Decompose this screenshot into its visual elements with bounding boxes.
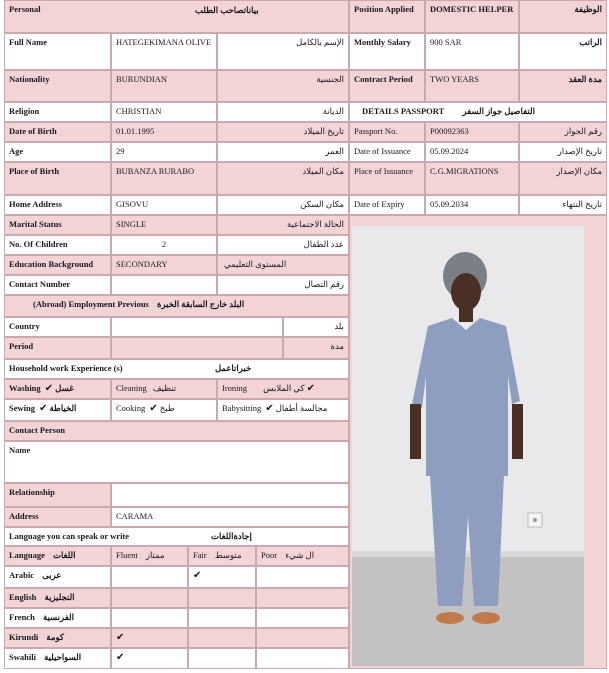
lang-col-fluent xyxy=(111,546,188,566)
lang-arabic-ar: عربى xyxy=(42,570,62,580)
contact-label: Contact Number xyxy=(9,279,71,289)
passport-no-ar-cell xyxy=(519,122,607,142)
issue-place-ar-cell xyxy=(519,162,607,195)
sewing-label: Sewing xyxy=(9,403,35,413)
check-icon: ✔ xyxy=(44,383,54,395)
lang-english-label: English xyxy=(9,592,37,602)
dob-label-cell xyxy=(4,122,111,142)
cp-address-label-cell xyxy=(4,507,111,527)
language-title-ar: إجادةاللغات xyxy=(211,531,252,541)
nationality-label-cell xyxy=(4,70,111,102)
full-name-value: HATEGEKIMANA OLIVE xyxy=(116,37,212,47)
lang-english-ar: النجليزية xyxy=(44,592,75,602)
marital-label-cell xyxy=(4,215,111,235)
check-icon: ✔ xyxy=(265,403,274,415)
position-label-cell xyxy=(349,0,425,33)
contact-label-cell xyxy=(4,275,111,295)
passport-no-label: Passport No. xyxy=(354,126,398,136)
contact-name-label: Name xyxy=(9,445,31,455)
passport-no-value: P00092363 xyxy=(430,126,469,136)
lang-kirundi-fluent xyxy=(111,628,188,648)
full-name-value-cell xyxy=(111,33,217,70)
issue-date-value-cell xyxy=(425,142,519,162)
check-icon: ✔ xyxy=(116,652,125,663)
education-ar-cell xyxy=(217,255,349,275)
issue-place-label: Place of Issuance xyxy=(354,166,414,176)
dob-ar: تاريخ الميلاد xyxy=(303,126,344,136)
contract-period-ar: مدة العقد xyxy=(568,74,602,84)
lang-arabic-label-cell xyxy=(4,566,111,588)
religion-ar-cell xyxy=(217,102,349,122)
passport-header xyxy=(349,102,607,122)
education-value-cell xyxy=(111,255,217,275)
salary-ar-cell xyxy=(519,33,607,70)
country-label-cell xyxy=(4,317,111,337)
children-value-cell xyxy=(111,235,217,255)
issue-place-value: C.G.MIGRATIONS xyxy=(430,166,499,176)
full-name-label-cell xyxy=(4,33,111,70)
lang-english-label-cell xyxy=(4,588,111,608)
lang-col-language-label: Language xyxy=(9,550,45,560)
cleaning-ar: تنظيف xyxy=(152,383,177,393)
check-icon: ✔ xyxy=(39,403,48,415)
ironing-label: Ironing xyxy=(222,383,248,393)
lang-arabic-poor xyxy=(256,566,349,588)
employment-title: (Abroad) Employment Previous xyxy=(33,299,149,309)
language-header xyxy=(4,527,349,546)
cooking-cell xyxy=(111,399,217,421)
experience-title: Household work Experience (s) xyxy=(9,363,123,373)
country-label: Country xyxy=(9,321,40,331)
pob-label: Place of Birth xyxy=(9,166,60,176)
dob-label: Date of Birth xyxy=(9,126,57,136)
lang-col-fair-ar: متوسط xyxy=(214,550,242,560)
personal-header xyxy=(4,0,349,33)
lang-col-fluent-ar: ممتاز xyxy=(145,550,165,560)
lang-swahili-label-cell xyxy=(4,648,111,669)
lang-swahili-fair xyxy=(188,648,256,669)
lang-kirundi-fair xyxy=(188,628,256,648)
relationship-label-cell xyxy=(4,483,111,507)
ironing-cell xyxy=(217,379,349,399)
address-label: Home Address xyxy=(9,199,62,209)
issue-date-label: Date of Issuance xyxy=(354,146,411,156)
experience-title-ar: خبراتاعمل xyxy=(215,363,252,373)
lang-french-fluent xyxy=(111,608,188,628)
ironing-ar: كي الملابس xyxy=(263,383,305,393)
position-value-cell xyxy=(425,0,519,33)
country-value-cell xyxy=(111,317,283,337)
salary-value: 900 SAR xyxy=(430,37,462,47)
applicant-photo xyxy=(352,226,584,666)
country-ar-cell xyxy=(283,317,349,337)
contact-ar: رقم التصال xyxy=(304,279,344,289)
passport-title-ar: التفاصيل جواز السفر xyxy=(462,106,535,116)
lang-english-fair xyxy=(188,588,256,608)
washing-label: Washing xyxy=(9,383,41,393)
check-icon: ✔ xyxy=(306,383,315,395)
religion-label-cell xyxy=(4,102,111,122)
lang-kirundi-label: Kirundi xyxy=(9,632,39,642)
cooking-ar: طبخ xyxy=(159,403,175,413)
lang-arabic-fair xyxy=(188,566,256,588)
employment-title-ar: البلد خارج السابقة الخبرة xyxy=(156,299,245,309)
washing-ar: غسل xyxy=(55,383,74,393)
contact-person-title: Contact Person xyxy=(9,425,65,435)
position-ar-cell xyxy=(519,0,607,33)
lang-swahili-fluent xyxy=(111,648,188,669)
education-label-cell xyxy=(4,255,111,275)
issue-date-ar: تاريخ الإصدار xyxy=(557,146,602,156)
period-contract-ar-cell xyxy=(519,70,607,102)
expiry-ar-cell xyxy=(519,195,607,215)
lang-col-fair-label: Fair xyxy=(193,550,207,560)
religion-value-cell xyxy=(111,102,217,122)
education-value: SECONDARY xyxy=(116,259,168,269)
position-value: DOMESTIC HELPER xyxy=(430,4,514,14)
cp-address-value: CARAMA xyxy=(116,511,154,521)
sewing-ar: الخياطة xyxy=(49,403,77,413)
language-title: Language you can speak or write xyxy=(9,531,130,541)
issue-place-value-cell xyxy=(425,162,519,195)
period-contract-label-cell xyxy=(349,70,425,102)
babysitting-label: Babysitting xyxy=(222,403,262,413)
lang-kirundi-label-cell xyxy=(4,628,111,648)
pob-label-cell xyxy=(4,162,111,195)
contact-ar-cell xyxy=(217,275,349,295)
check-icon: ✔ xyxy=(116,632,125,643)
address-ar: مكان السكن xyxy=(300,199,344,209)
position-ar: الوظيفة xyxy=(574,4,602,14)
marital-value: SINGLE xyxy=(116,219,147,229)
salary-label: Monthly Salary xyxy=(354,37,411,47)
religion-value: CHRISTIAN xyxy=(116,106,162,116)
education-label: Education Background xyxy=(9,259,94,269)
lang-french-fair xyxy=(188,608,256,628)
salary-ar: الراتب xyxy=(579,37,602,47)
passport-no-ar: رقم الجواز xyxy=(564,126,602,136)
full-name-label: Full Name xyxy=(9,37,48,47)
nationality-ar-cell xyxy=(217,70,349,102)
personal-header-label: Personal xyxy=(9,4,41,14)
expiry-value: 05.09.2034 xyxy=(430,199,469,209)
age-value: 29 xyxy=(116,146,125,156)
check-icon: ✔ xyxy=(193,570,202,581)
cp-address-label: Address xyxy=(9,511,39,521)
period-contract-value-cell xyxy=(425,70,519,102)
employment-header xyxy=(4,295,349,317)
lang-french-ar: الفرنسية xyxy=(42,612,74,622)
dob-value: 01.01.1995 xyxy=(116,126,155,136)
education-ar: المستوى التعليمي xyxy=(224,259,287,269)
country-ar: بلد xyxy=(334,321,344,331)
religion-label: Religion xyxy=(9,106,40,116)
salary-label-cell xyxy=(349,33,425,70)
marital-label: Marital Status xyxy=(9,219,62,229)
lang-col-language xyxy=(4,546,111,566)
age-ar: العمر xyxy=(325,146,344,156)
position-label: Position Applied xyxy=(354,4,414,14)
age-ar-cell xyxy=(217,142,349,162)
period-ar: مدة xyxy=(330,341,344,351)
lang-col-poor xyxy=(256,546,349,566)
full-name-ar: الإسم بالكامل xyxy=(296,37,344,47)
lang-french-label-cell xyxy=(4,608,111,628)
lang-swahili-label: Swahili xyxy=(9,652,36,662)
pob-value-cell xyxy=(111,162,217,195)
lang-arabic-fluent xyxy=(111,566,188,588)
pob-ar: مكان الميلاد xyxy=(302,166,344,176)
expiry-label-cell xyxy=(349,195,425,215)
address-value-cell xyxy=(111,195,217,215)
salary-value-cell xyxy=(425,33,519,70)
marital-value-cell xyxy=(111,215,217,235)
issue-date-label-cell xyxy=(349,142,425,162)
experience-header xyxy=(4,359,349,379)
expiry-value-cell xyxy=(425,195,519,215)
expiry-ar: تاريخ النتهاء xyxy=(562,199,602,209)
issue-place-ar: مكان الإصدار xyxy=(556,166,602,176)
children-value: 2 xyxy=(161,239,167,249)
lang-arabic-label: Arabic xyxy=(9,570,35,580)
children-ar-cell xyxy=(217,235,349,255)
lang-swahili-ar: السواحيلية xyxy=(44,652,82,662)
period-label: Period xyxy=(9,341,34,351)
marital-ar: الحالة الاجتماعية xyxy=(286,219,344,229)
lang-swahili-poor xyxy=(256,648,349,669)
address-label-cell xyxy=(4,195,111,215)
check-icon: ✔ xyxy=(149,403,158,415)
contract-period-label: Contract Period xyxy=(354,74,413,84)
dob-value-cell xyxy=(111,122,217,142)
age-label: Age xyxy=(9,146,24,156)
contact-person-header xyxy=(4,421,349,441)
expiry-label: Date of Expiry xyxy=(354,199,405,209)
full-name-ar-cell xyxy=(217,33,349,70)
lang-french-label: French xyxy=(9,612,35,622)
contact-value-cell xyxy=(111,275,217,295)
lang-col-poor-label: Poor xyxy=(261,550,278,560)
nationality-value: BURUNDIAN xyxy=(116,74,167,84)
relationship-label: Relationship xyxy=(9,487,55,497)
personal-header-ar: بياناتصاحب الطلب xyxy=(195,5,259,15)
sewing-cell xyxy=(4,399,111,421)
issue-place-label-cell xyxy=(349,162,425,195)
address-ar-cell xyxy=(217,195,349,215)
children-label: No. Of Children xyxy=(9,239,68,249)
marital-ar-cell xyxy=(217,215,349,235)
contract-period-value: TWO YEARS xyxy=(430,74,480,84)
passport-title: DETAILS PASSPORT xyxy=(362,106,445,116)
cleaning-cell xyxy=(111,379,217,399)
address-value: GISOVU xyxy=(116,199,149,209)
lang-english-poor xyxy=(256,588,349,608)
dob-ar-cell xyxy=(217,122,349,142)
lang-kirundi-poor xyxy=(256,628,349,648)
period-ar-cell xyxy=(283,337,349,359)
age-label-cell xyxy=(4,142,111,162)
issue-date-ar-cell xyxy=(519,142,607,162)
cp-address-value-cell xyxy=(111,507,349,527)
lang-french-poor xyxy=(256,608,349,628)
nationality-value-cell xyxy=(111,70,217,102)
passport-no-value-cell xyxy=(425,122,519,142)
nationality-ar: الجنسية xyxy=(316,74,344,84)
lang-col-fair xyxy=(188,546,256,566)
cooking-label: Cooking xyxy=(116,403,146,413)
application-form xyxy=(4,0,607,669)
babysitting-ar: مجالسة أطفال xyxy=(275,403,328,413)
cleaning-label: Cleaning xyxy=(116,383,147,393)
passport-no-label-cell xyxy=(349,122,425,142)
lang-col-language-ar: اللغات xyxy=(53,550,76,560)
children-ar: عدد الطفال xyxy=(303,239,344,249)
issue-date-value: 05.09.2024 xyxy=(430,146,469,156)
lang-english-fluent xyxy=(111,588,188,608)
relationship-value-cell xyxy=(111,483,349,507)
redaction-mark xyxy=(10,455,300,471)
children-label-cell xyxy=(4,235,111,255)
period-label-cell xyxy=(4,337,111,359)
babysitting-cell xyxy=(217,399,349,421)
pob-value: BUBANZA RURABO xyxy=(116,166,195,176)
pob-ar-cell xyxy=(217,162,349,195)
washing-cell xyxy=(4,379,111,399)
religion-ar: الديانة xyxy=(322,106,344,116)
lang-col-poor-ar: ال شيء xyxy=(285,550,315,560)
age-value-cell xyxy=(111,142,217,162)
nationality-label: Nationality xyxy=(9,74,50,84)
lang-col-fluent-label: Fluent xyxy=(116,550,138,560)
period-value-cell xyxy=(111,337,283,359)
lang-kirundi-ar: كومة xyxy=(46,632,64,642)
